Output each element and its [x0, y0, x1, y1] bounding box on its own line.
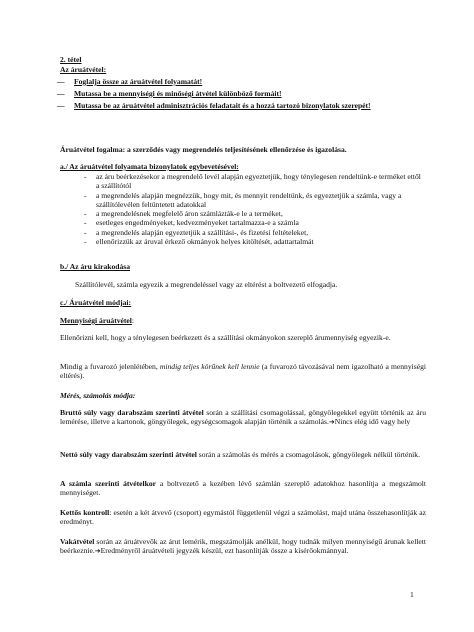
list-item: - esetleges engedményeket, kedvezményeket tartalmazza-e a számla: [84, 218, 299, 228]
task-text: Foglalja össze az áruátvétel folyamatát!: [74, 77, 203, 86]
paragraph: Vakátvétel során az áruátvevők az árut lemérik, megszámolják anélkül, hogy tudnák milyen mennyiségű árunak kellett beérkeznie.➔Eredményről áruátvételi jegyzék készül, ezt hasonlítják össze a kísérőokmánnyal.: [60, 537, 426, 556]
list-item: - az áru beérkezésekor a megrendelő levél alapján egyeztetjük, hogy ténylegesen rendeltünk-e terméket ettől a szállítótól: [84, 172, 421, 191]
paragraph: Bruttó súly vagy darabszám szerinti átvétel során a szállítási csomagolással, göngyölegekkel együtt történik az áru lemérése, illetve a kartonok, göngyölegek, egységcsomagok alapján történik a számolás.➔Nincs elég idő vagy hely: [60, 408, 426, 427]
tetel-heading: 2. tétel: [60, 55, 82, 64]
section-c-title: c./ Áruátvétel módjai:: [60, 298, 132, 307]
arrow-icon: ➔: [328, 418, 335, 427]
dash-bullet: —: [57, 77, 65, 86]
topic-heading: Az áruátvétel:: [60, 65, 107, 74]
task-text: Mutassa be az áruátvétel adminisztrációs feladatait és a hozzá tartozó bizonylatok szerepét!: [74, 101, 371, 110]
task-item: [57, 101, 424, 110]
meres-heading: Mérés, számolás módja:: [60, 391, 136, 400]
dash-bullet: —: [57, 89, 65, 98]
task-item: [57, 89, 424, 98]
paragraph: Mindig a fuvarozó jelenlétében, mindig teljes körűnek kell lennie (a fuvarozó távozásával nem igazolható a mennyiségi eltérés).: [60, 362, 426, 381]
dash-bullet: —: [57, 101, 65, 110]
task-text: Mutassa be a mennyiségi és minőségi átvétel különböző formáit!: [74, 89, 282, 98]
definition: Áruátvétel fogalma: a szerződés vagy megrendelés teljesítésének ellenőrzése és igazolása.: [60, 145, 347, 154]
mennyisegi-heading: Mennyiségi áruátvétel:: [60, 316, 135, 325]
list-item: - a megrendelés alapján megnézzük, hogy mit, és mennyit rendeltünk, és egyeztetjük a számla, vagy a szállítólevélen feltüntetett adatokkal: [84, 190, 402, 209]
paragraph: A számla szerinti átvételkor a boltvezető a kezében lévő számlán szereplő adatokhoz hasonlítja a megszámolt mennyiséget.: [60, 479, 426, 498]
section-b-text: Szállítólevél, számla egyezik a megrendeléssel vagy az eltérést a boltvezető elfogadja.: [75, 280, 338, 289]
list-item: - a megrendelés alapján egyeztetjük a szállítási-, és fizetési feltételeket,: [84, 227, 309, 237]
list-item: - ellenőrizzük az áruval érkező okmányok helyes kitöltését, adattartalmát: [84, 236, 314, 246]
paragraph: Ellenőrizni kell, hogy a ténylegesen beérkezett és a szállítási okmányokon szereplő árumennyiség egyezik-e.: [60, 333, 391, 342]
page-number: 1: [410, 590, 414, 599]
list-item: - a megrendelésnek megfelelő áron számlázták-e le a terméket,: [84, 209, 283, 218]
section-b-title: b./ Az áru kirakodása: [60, 262, 131, 271]
task-item: [57, 77, 424, 86]
paragraph: Kettős kontroll: esetén a két átvevő (csoport) egymástól függetlenül végzi a számolást, majd utána összehasonlítják az eredményt.: [60, 508, 427, 527]
section-a-title: a./ Az áruátvétel folyamata bizonylatok egybevetésével:: [60, 162, 239, 171]
section-a-list: [84, 172, 424, 246]
paragraph: Nettó súly vagy darabszám szerinti átvétel során a számolás és mérés a csomagolások, göngyölegek nélkül történik.: [60, 450, 420, 459]
arrow-icon: ➔: [94, 547, 101, 556]
